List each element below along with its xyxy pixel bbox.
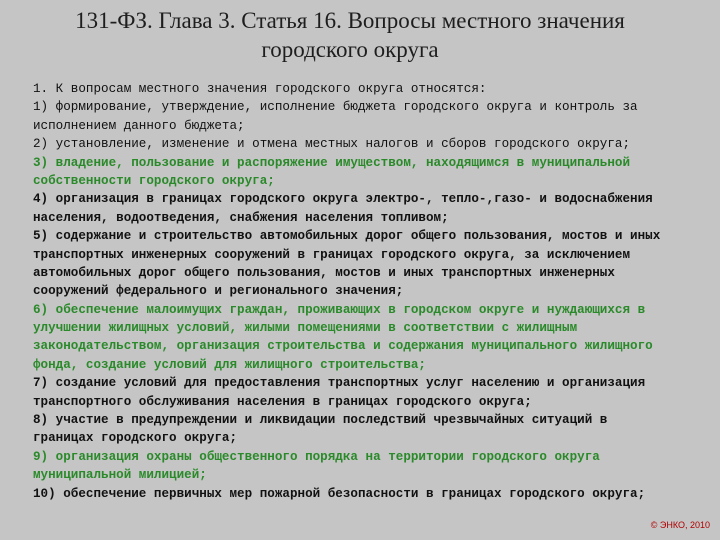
body-line: 5) содержание и строительство автомобильных дорог общего пользования, мостов и иных xyxy=(33,229,661,244)
body-line: автомобильных дорог общего пользования, мостов и иных транспортных инженерных xyxy=(33,265,615,280)
body-line: исполнением данного бюджета; xyxy=(33,118,245,133)
slide-body-text xyxy=(33,80,717,503)
body-line: 1. К вопросам местного значения городского округа относятся: xyxy=(33,82,487,96)
body-line: транспортного обслуживания населения в границах городского округа; xyxy=(33,394,532,409)
body-line: собственности городского округа; xyxy=(33,173,275,188)
body-line: улучшении жилищных условий, жилыми помещениями в соответствии с жилищным xyxy=(33,321,578,336)
body-line: 4) организация в границах городского округа электро-, тепло-,газо- и водоснабжения xyxy=(33,192,653,207)
body-line: 6) обеспечение малоимущих граждан, проживающих в городском округе и нуждающихся в xyxy=(33,302,646,317)
body-line: 1) формирование, утверждение, исполнение бюджета городского округа и контроль за xyxy=(33,100,638,115)
body-line: сооружений федерального и регионального значения; xyxy=(33,284,404,299)
body-line: 2) установление, изменение и отмена местных налогов и сборов городского округа; xyxy=(33,137,631,152)
body-line: фонда, создание условий для жилищного строительства; xyxy=(33,357,426,372)
slide-title xyxy=(40,6,660,64)
body-line: 8) участие в предупреждении и ликвидации последствий чрезвычайных ситуаций в xyxy=(33,413,608,428)
body-line: муниципальной милицией; xyxy=(33,468,207,483)
slide-title-line-2: городского округа xyxy=(261,37,439,62)
body-line: 9) организация охраны общественного порядка на территории городского округа xyxy=(33,449,600,464)
body-line: 7) создание условий для предоставления транспортных услуг населению и организация xyxy=(33,376,646,391)
body-line: 10) обеспечение первичных мер пожарной безопасности в границах городского округа; xyxy=(33,486,646,501)
body-line: 3) владение, пользование и распоряжение имуществом, находящимся в муниципальной xyxy=(33,155,631,170)
body-line: границах городского округа; xyxy=(33,431,238,446)
body-line: населения, водоотведения, снабжения населения топливом; xyxy=(33,210,449,225)
copyright-notice: © ЭНКО, 2010 xyxy=(650,520,710,530)
body-line: законодательством, организация строительства и содержания муниципального жилищного xyxy=(33,339,653,354)
body-line: транспортных инженерных сооружений в границах городского округа, за исключением xyxy=(33,247,631,262)
slide-title-line-1: 131-ФЗ. Глава 3. Статья 16. Вопросы местного значения xyxy=(75,8,625,33)
